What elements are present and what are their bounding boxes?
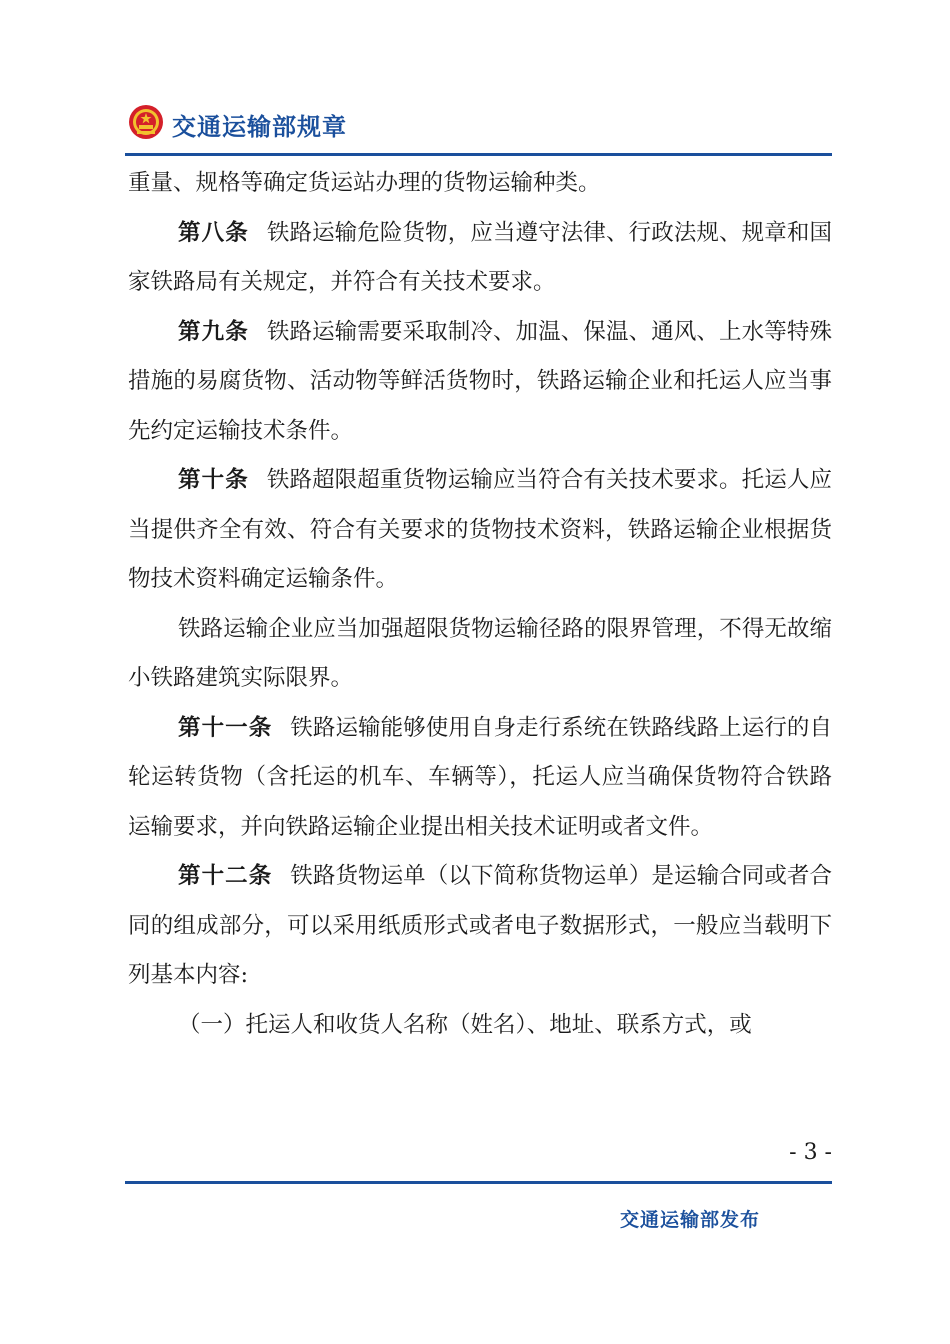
article-number: 第十二条 bbox=[178, 863, 273, 889]
article-text: 铁路运输危险货物，应当遵守法律、行政法规、规章和国家铁路局有关规定，并符合有关技术要求。 bbox=[128, 219, 832, 295]
header-title: 交通运输部规章 bbox=[172, 112, 347, 141]
footer-divider bbox=[125, 1181, 832, 1184]
article-number: 第十一条 bbox=[178, 714, 273, 741]
article-number: 第八条 bbox=[178, 219, 249, 246]
article-text: 铁路运输需要采取制冷、加温、保温、通风、上水等特殊措施的易腐货物、活动物等鲜活货物时，铁路运输企业和托运人应当事先约定运输技术条件。 bbox=[128, 318, 832, 444]
article-12 bbox=[128, 852, 832, 1001]
article-number: 第九条 bbox=[178, 318, 249, 345]
article-8 bbox=[128, 209, 832, 308]
article-11 bbox=[128, 704, 832, 853]
article-text: 铁路超限超重货物运输应当符合有关技术要求。托运人应当提供齐全有效、符合有关要求的货物技术资料，铁路运输企业根据货物技术资料确定运输条件。 bbox=[128, 467, 832, 592]
article-text: 铁路货物运单（以下简称货物运单）是运输合同或者合同的组成部分，可以采用纸质形式或者电子数据形式，一般应当载明下列基本内容: bbox=[128, 863, 832, 988]
article-10 bbox=[128, 456, 832, 605]
document-body bbox=[128, 159, 832, 1050]
national-emblem-icon bbox=[128, 104, 172, 144]
paragraph-continuation: 重量、规格等确定货运站办理的货物运输种类。 bbox=[128, 170, 601, 196]
article-text: 铁路运输能够使用自身走行系统在铁路线路上运行的自轮运转货物（含托运的机车、车辆等），托运人应当确保货物符合铁路运输要求，并向铁路运输企业提出相关技术证明或者文件。 bbox=[128, 714, 832, 840]
footer-publisher: 交通运输部发布 bbox=[620, 1209, 761, 1231]
article-10-paragraph-2: 铁路运输企业应当加强超限货物运输径路的限界管理，不得无故缩小铁路建筑实际限界。 bbox=[128, 615, 832, 691]
page-header bbox=[128, 100, 347, 148]
list-item-1: （一）托运人和收货人名称（姓名）、地址、联系方式，或 bbox=[178, 1011, 752, 1038]
header-divider bbox=[125, 153, 832, 156]
article-number: 第十条 bbox=[178, 467, 249, 493]
page-number: - 3 - bbox=[789, 1140, 832, 1165]
article-9 bbox=[128, 308, 832, 457]
